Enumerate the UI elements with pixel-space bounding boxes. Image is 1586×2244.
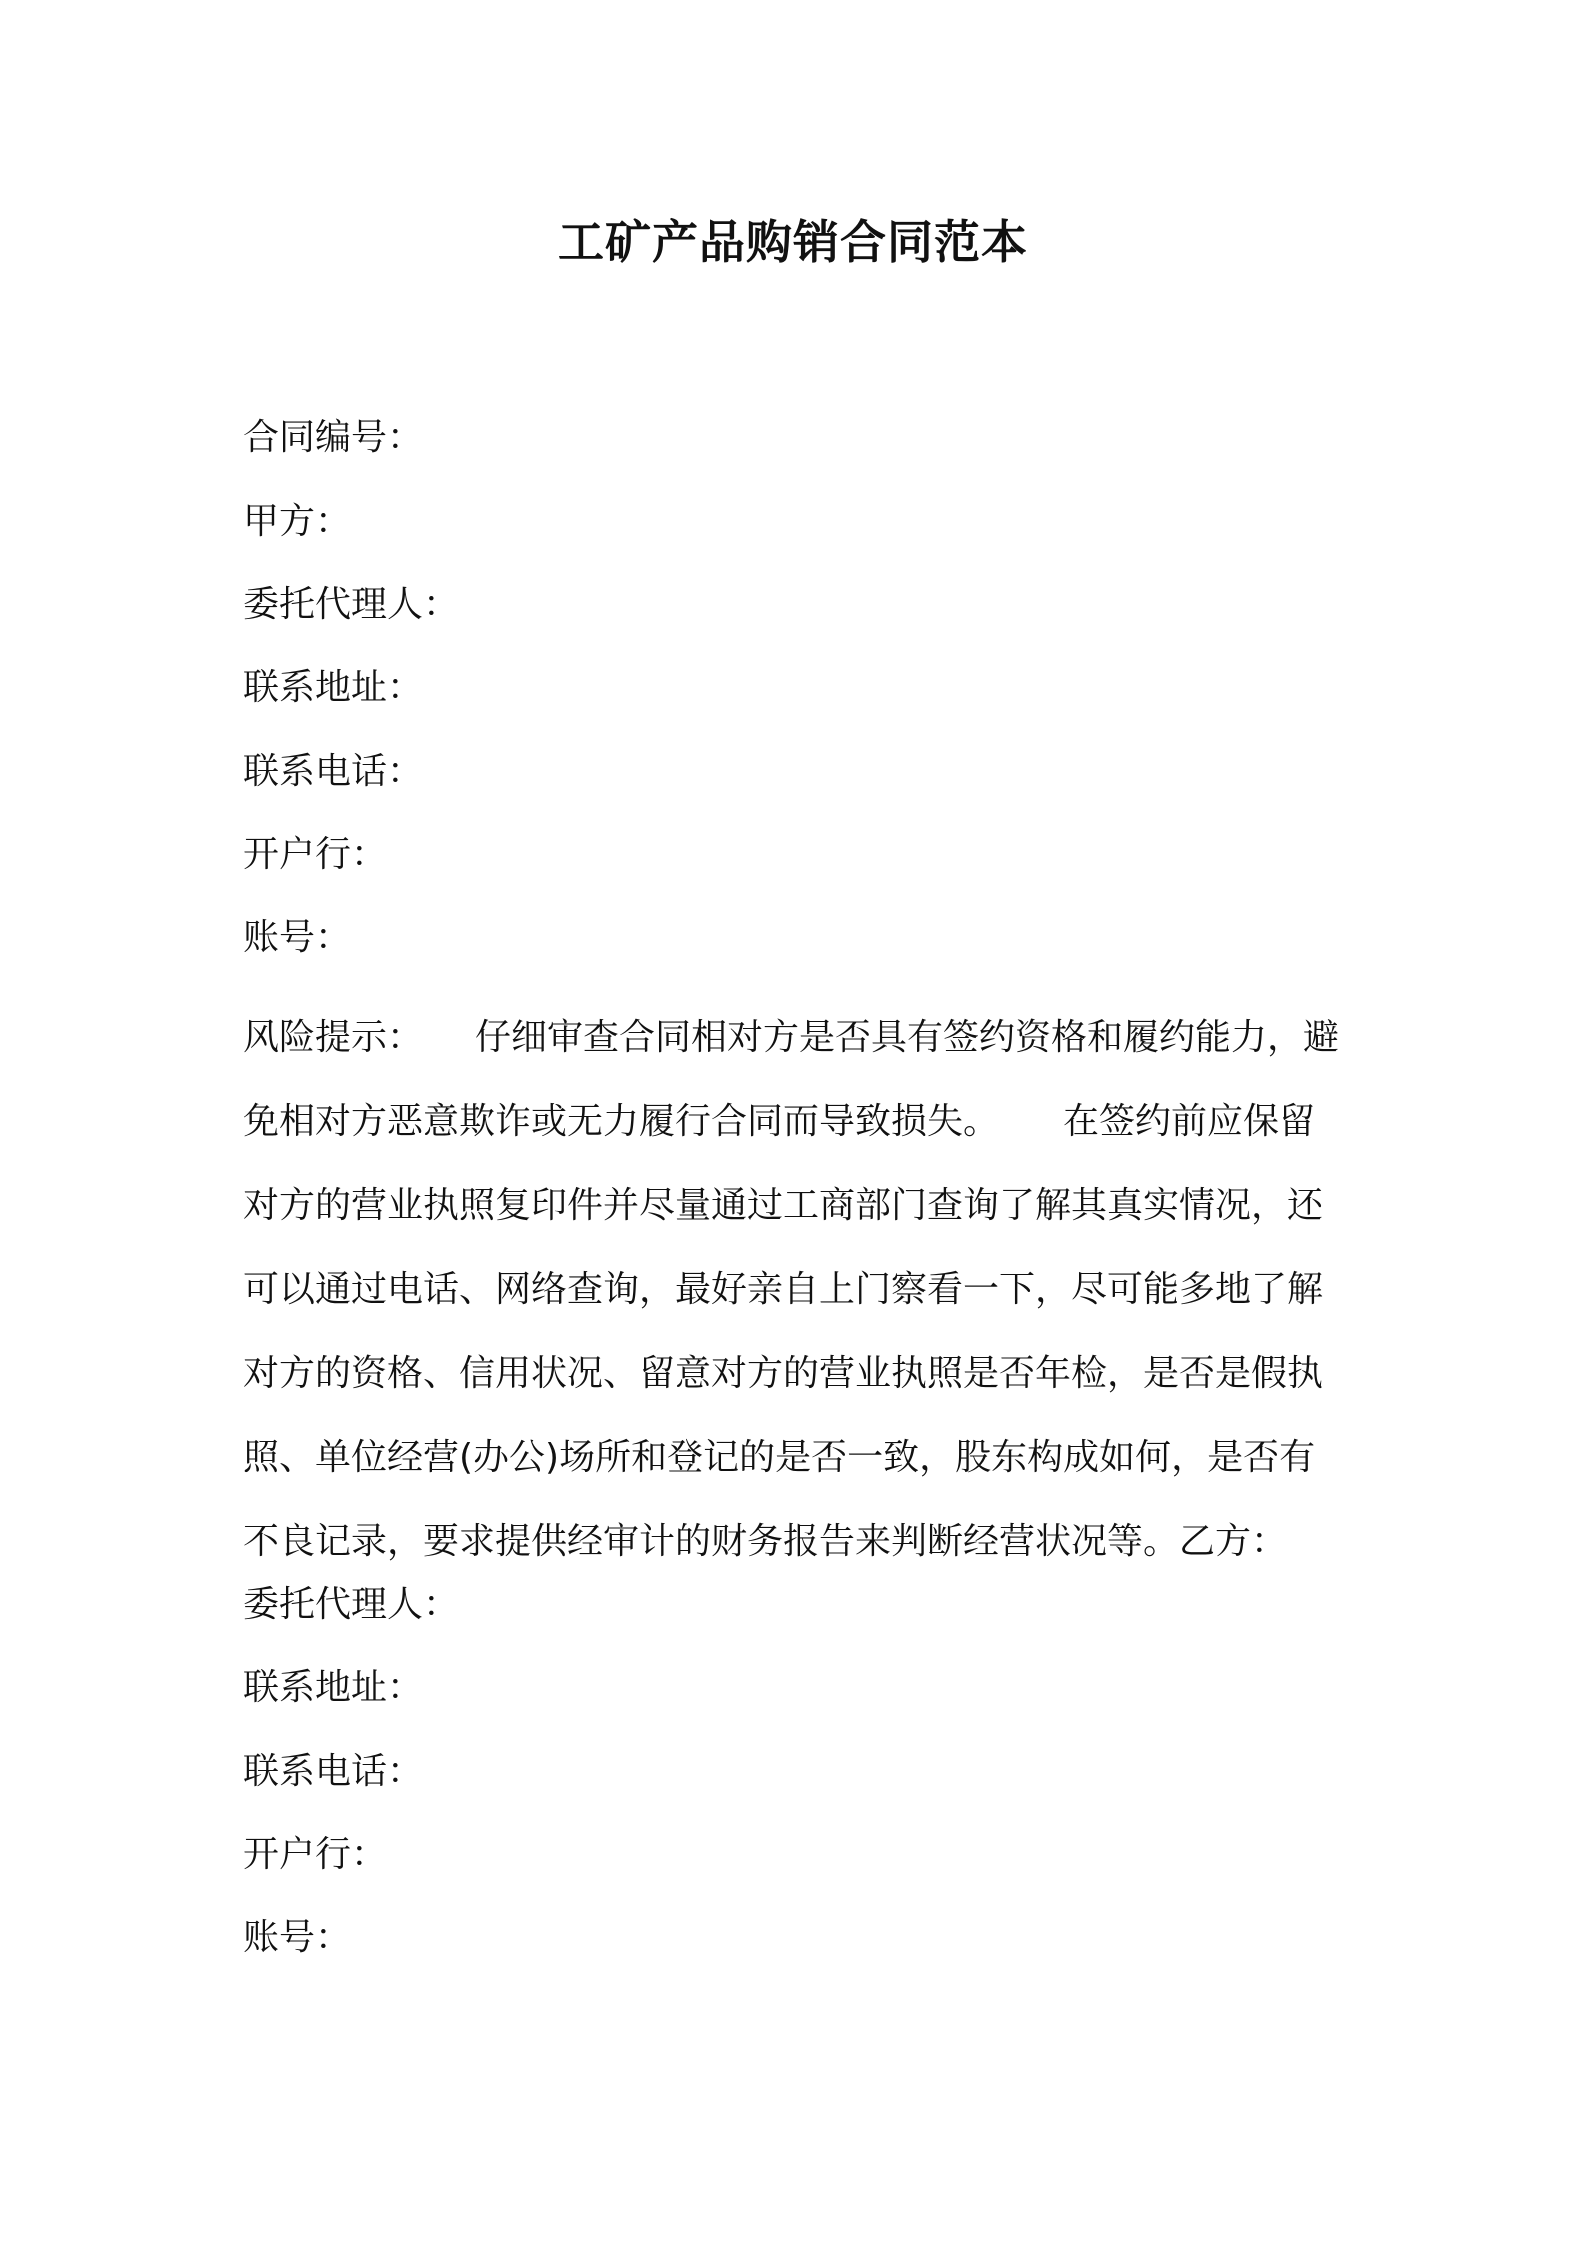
party-b-address-field: 联系地址： xyxy=(243,1667,424,1708)
risk-notice-text: 仔细审查合同相对方是否具有签约资格和履约能力，避 xyxy=(475,1017,1340,1058)
party-a-account-field: 账号： xyxy=(243,917,352,958)
risk-notice-line xyxy=(243,1080,1353,1164)
party-a-bank-field: 开户行： xyxy=(243,834,388,875)
party-a-field: 甲方： xyxy=(243,501,352,542)
risk-notice-line: 不良记录，要求提供经审计的财务报告来判断经营状况等。乙方： xyxy=(243,1521,1288,1562)
risk-notice-line xyxy=(243,996,1353,1080)
contract-number-field: 合同编号： xyxy=(243,417,424,458)
risk-notice-text: 免相对方恶意欺诈或无力履行合同而导致损失。 xyxy=(243,1101,1000,1142)
risk-notice-line: 可以通过电话、网络查询，最好亲自上门察看一下，尽可能多地了解 xyxy=(243,1269,1324,1310)
party-a-agent-field: 委托代理人： xyxy=(243,584,460,625)
risk-notice-line: 对方的营业执照复印件并尽量通过工商部门查询了解其真实情况，还 xyxy=(243,1185,1324,1226)
risk-notice-label: 风险提示： xyxy=(243,1017,424,1058)
party-b-account-field: 账号： xyxy=(243,1917,352,1958)
party-b-phone-field: 联系电话： xyxy=(243,1751,424,1792)
party-a-address-field: 联系地址： xyxy=(243,667,424,708)
risk-notice-text: 在签约前应保留 xyxy=(1063,1101,1316,1142)
document-title: 工矿产品购销合同范本 xyxy=(558,215,1028,269)
risk-notice-paragraph xyxy=(243,996,1353,1584)
party-b-agent-field: 委托代理人： xyxy=(243,1584,460,1625)
risk-notice-line: 对方的资格、信用状况、留意对方的营业执照是否年检，是否是假执 xyxy=(243,1353,1324,1394)
party-a-phone-field: 联系电话： xyxy=(243,751,424,792)
party-b-bank-field: 开户行： xyxy=(243,1834,388,1875)
risk-notice-line: 照、单位经营(办公)场所和登记的是否一致，股东构成如何，是否有 xyxy=(243,1437,1316,1478)
